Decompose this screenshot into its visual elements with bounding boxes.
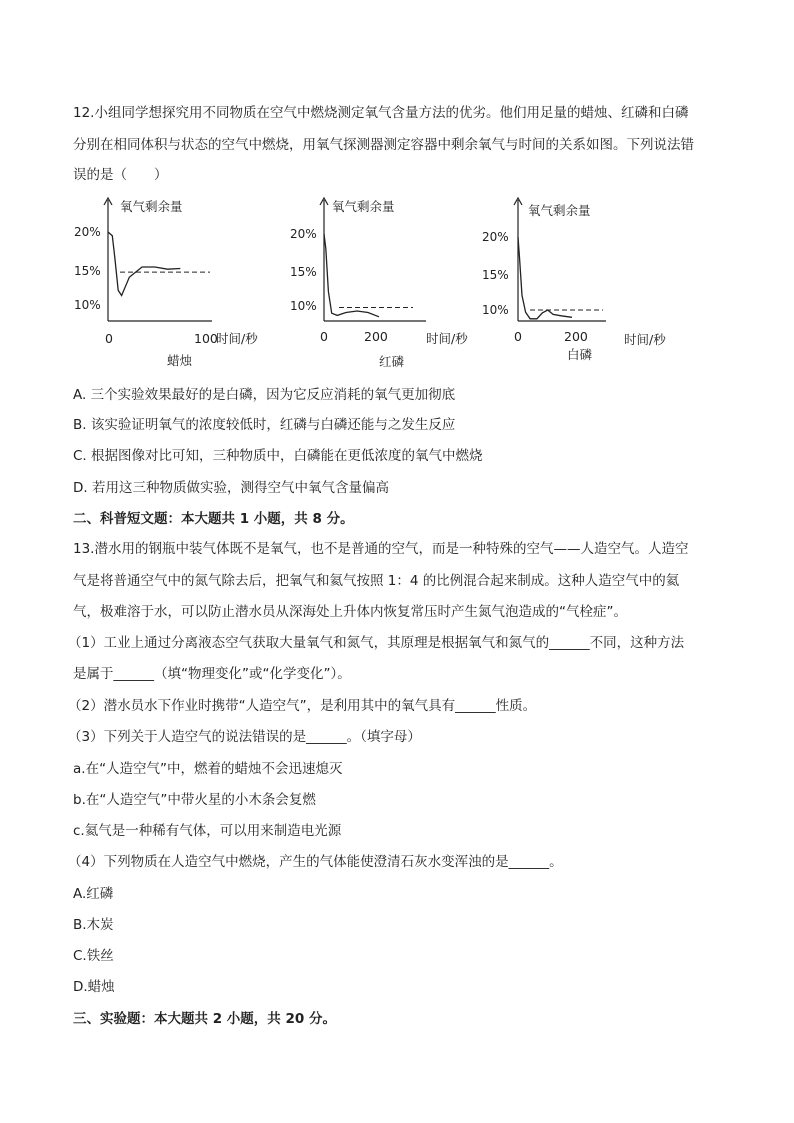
y-tick: 15% [74, 264, 101, 278]
q12-option-c: C. 根据图像对比可知，三种物质中，白磷能在更低浓度的氧气中燃烧 [73, 448, 483, 464]
y-tick: 20% [74, 225, 101, 239]
chart-red-phosphorus [286, 195, 491, 375]
x-tick: 200 [564, 329, 588, 344]
chart-candle [70, 195, 275, 375]
x-tick: 0 [514, 329, 522, 344]
section-heading-2: 二、科普短文题：本大题共 1 小题，共 8 分。 [73, 511, 354, 527]
q13-sub3-option-c: c.氦气是一种稀有气体，可以用来制造电光源 [73, 823, 342, 839]
q13-sub4-option-b: B.木炭 [73, 917, 114, 933]
q13-sub2: （2）潜水员水下作业时携带“人造空气”，是利用其中的氧气具有______性质。 [68, 698, 537, 714]
q13-sub4-option-a: A.红磷 [73, 886, 114, 902]
y-axis-label: 氧气剩余量 [528, 203, 591, 218]
y-axis-label: 氧气剩余量 [120, 199, 183, 214]
y-tick: 15% [290, 265, 317, 279]
oxygen-curve [324, 234, 379, 317]
chart-caption: 红磷 [379, 354, 405, 369]
chart-caption: 白磷 [567, 347, 593, 362]
q13-sub1-line-2: 是属于______（填“物理变化”或“化学变化”）。 [73, 666, 351, 682]
q12-option-b: B. 该实验证明氧气的浓度较低时，红磷与白磷还能与之发生反应 [73, 417, 456, 433]
section-heading-3: 三、实验题：本大题共 2 小题，共 20 分。 [73, 1011, 336, 1027]
q13-paragraph-line-2: 气是将普通空气中的氮气除去后，把氧气和氦气按照 1：4 的比例混合起来制成。这种人造空气中的氦 [73, 573, 680, 589]
q12-stem-line-1: 12.小组同学想探究用不同物质在空气中燃烧测定氧气含量方法的优劣。他们用足量的蜡烛、红磷和白磷 [73, 105, 689, 121]
q13-sub1-line-1: （1）工业上通过分离液态空气获取大量氧气和氮气，其原理是根据氧气和氮气的______不同，这种方法 [68, 635, 685, 651]
q12-stem-line-2: 分别在相同体积与状态的空气中燃烧，用氧气探测器测定容器中剩余氧气与时间的关系如图。下列说法错 [73, 137, 694, 153]
y-tick: 15% [482, 268, 509, 282]
x-tick: 200 [364, 329, 388, 344]
x-axis-label: 时间/秒 [216, 331, 258, 346]
q13-paragraph-line-3: 气，极难溶于水，可以防止潜水员从深海处上升体内恢复常压时产生氮气泡造成的“气栓症”。 [73, 604, 627, 620]
q12-option-d: D. 若用这三种物质做实验，测得空气中氧气含量偏高 [73, 480, 389, 496]
q13-sub3-option-a: a.在“人造空气”中，燃着的蜡烛不会迅速熄灭 [73, 761, 343, 777]
q13-sub3-option-b: b.在“人造空气”中带火星的小木条会复燃 [73, 792, 316, 808]
q12-option-a: A. 三个实验效果最好的是白磷，因为它反应消耗的氧气更加彻底 [73, 387, 456, 403]
x-tick: 100 [194, 331, 218, 346]
x-axis-label: 时间/秒 [624, 332, 666, 347]
chart-candle-svg [70, 195, 275, 375]
y-tick: 10% [482, 303, 509, 317]
q12-stem-line-3: 误的是（ ） [73, 167, 168, 183]
chart-white-phosphorus-svg [478, 195, 693, 375]
q13-sub4: （4）下列物质在人造空气中燃烧，产生的气体能使澄清石灰水变浑浊的是______。 [68, 854, 563, 870]
x-axis-label: 时间/秒 [426, 331, 468, 346]
chart-caption: 蜡烛 [167, 353, 193, 368]
y-tick: 20% [290, 227, 317, 241]
x-tick: 0 [320, 329, 328, 344]
x-tick: 0 [105, 331, 113, 346]
q13-sub3: （3）下列关于人造空气的说法错误的是______。（填字母） [68, 729, 421, 745]
q13-sub4-option-c: C.铁丝 [73, 948, 114, 964]
y-tick: 10% [290, 299, 317, 313]
oxygen-curve [518, 237, 572, 319]
q13-sub4-option-d: D.蜡烛 [73, 979, 115, 995]
y-tick: 20% [482, 230, 509, 244]
chart-white-phosphorus [478, 195, 693, 375]
q13-paragraph-line-1: 13.潜水用的钢瓶中装气体既不是氧气，也不是普通的空气，而是一种特殊的空气——人造空气。人造空 [73, 541, 689, 557]
chart-red-phosphorus-svg [286, 195, 491, 375]
y-tick: 10% [74, 298, 101, 312]
oxygen-curve [108, 232, 180, 296]
y-axis-label: 氧气剩余量 [332, 199, 395, 214]
